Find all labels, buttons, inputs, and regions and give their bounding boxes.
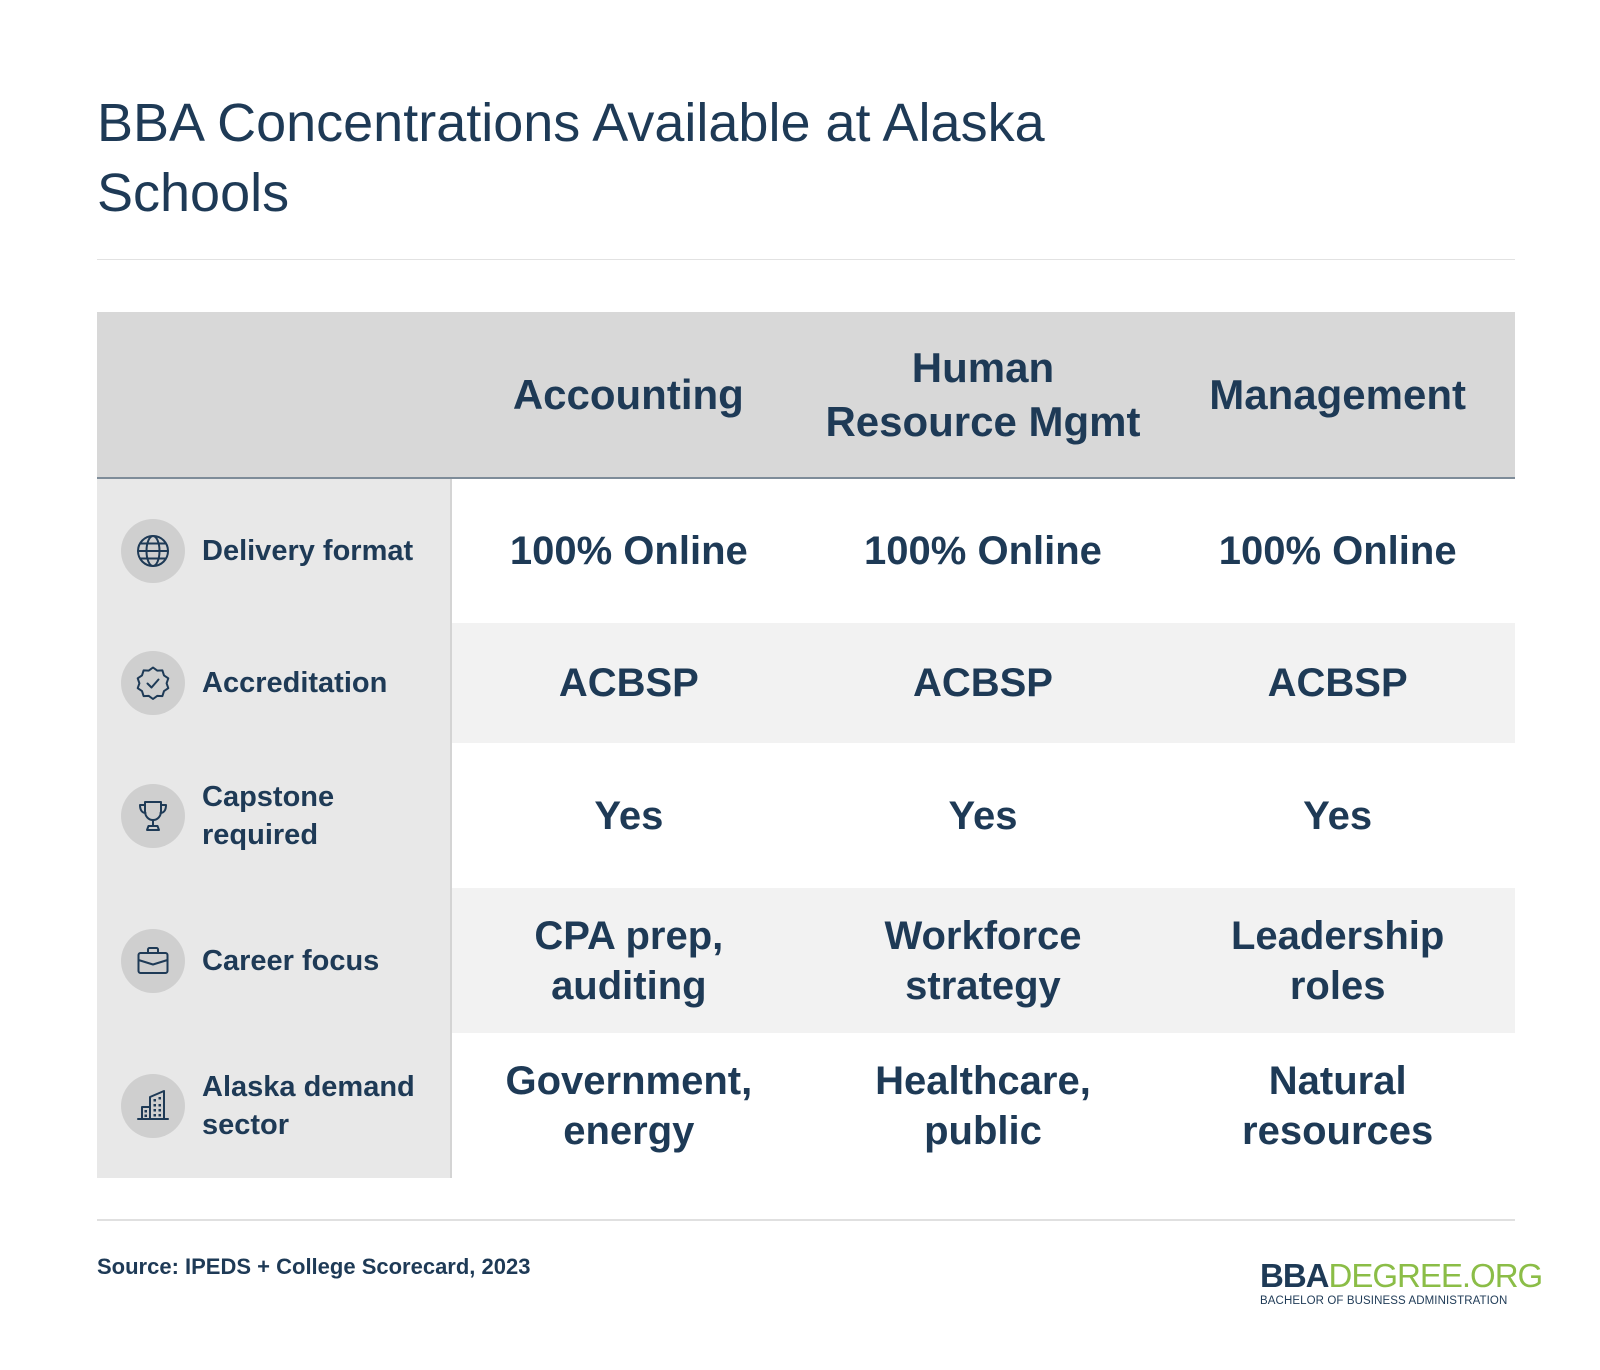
page-title: BBA Concentrations Available at Alaska Schools: [97, 93, 1045, 223]
globe-icon: [121, 519, 185, 583]
cell-accounting-accreditation: ACBSP: [451, 623, 806, 743]
cell-management-career: Leadership roles: [1160, 888, 1515, 1033]
cell-management-sector: Natural resources: [1160, 1033, 1515, 1178]
cell-hr-capstone: Yes: [806, 743, 1161, 888]
cell-hr-accreditation: ACBSP: [806, 623, 1161, 743]
trophy-icon: [121, 784, 185, 848]
brand-logo: [1260, 1257, 1543, 1308]
row-label-capstone: [97, 743, 451, 888]
footer-divider: [97, 1219, 1515, 1221]
cell-accounting-sector: Government, energy: [451, 1033, 806, 1178]
table-row-demand-sector: [97, 1033, 1515, 1178]
table-row-delivery-format: [97, 478, 1515, 623]
cell-management-delivery: 100% Online: [1160, 478, 1515, 623]
row-label-career-focus: [97, 888, 451, 1033]
row-label-accreditation: [97, 623, 451, 743]
cell-management-accreditation: ACBSP: [1160, 623, 1515, 743]
source-note: Source: IPEDS + College Scorecard, 2023: [97, 1254, 531, 1279]
column-header-hr-mgmt: Human Resource Mgmt: [806, 312, 1161, 478]
cell-management-capstone: Yes: [1160, 743, 1515, 888]
column-header-management: Management: [1160, 312, 1515, 478]
row-label-text: Capstone required: [202, 780, 335, 851]
table-row-capstone: [97, 743, 1515, 888]
table-row-accreditation: [97, 623, 1515, 743]
title-divider: [97, 259, 1515, 260]
table-row-career-focus: [97, 888, 1515, 1033]
logo-light-text: DEGREE.ORG: [1328, 1257, 1543, 1294]
buildings-icon: [121, 1074, 185, 1138]
row-label-delivery-format: [97, 478, 451, 623]
cell-hr-career: Workforce strategy: [806, 888, 1161, 1033]
cell-accounting-delivery: 100% Online: [451, 478, 806, 623]
cell-accounting-career: CPA prep, auditing: [451, 888, 806, 1033]
row-label-text: Career focus: [202, 944, 380, 977]
logo-tagline: BACHELOR OF BUSINESS ADMINISTRATION: [1260, 1295, 1508, 1307]
badge-check-icon: [121, 651, 185, 715]
cell-accounting-capstone: Yes: [451, 743, 806, 888]
header-corner: [97, 312, 451, 478]
header-row: [97, 312, 1515, 478]
briefcase-icon: [121, 929, 185, 993]
row-label-text: Alaska demand sector: [202, 1070, 415, 1141]
row-label-text: Accreditation: [202, 667, 388, 699]
row-label-demand-sector: [97, 1033, 451, 1178]
row-label-text: Delivery format: [202, 535, 414, 567]
cell-hr-delivery: 100% Online: [806, 478, 1161, 623]
logo-wordmark: [1260, 1257, 1543, 1294]
comparison-table: [97, 312, 1515, 1178]
column-header-accounting: Accounting: [451, 312, 806, 478]
cell-hr-sector: Healthcare, public: [806, 1033, 1161, 1178]
logo-bold-text: BBA: [1260, 1257, 1329, 1294]
